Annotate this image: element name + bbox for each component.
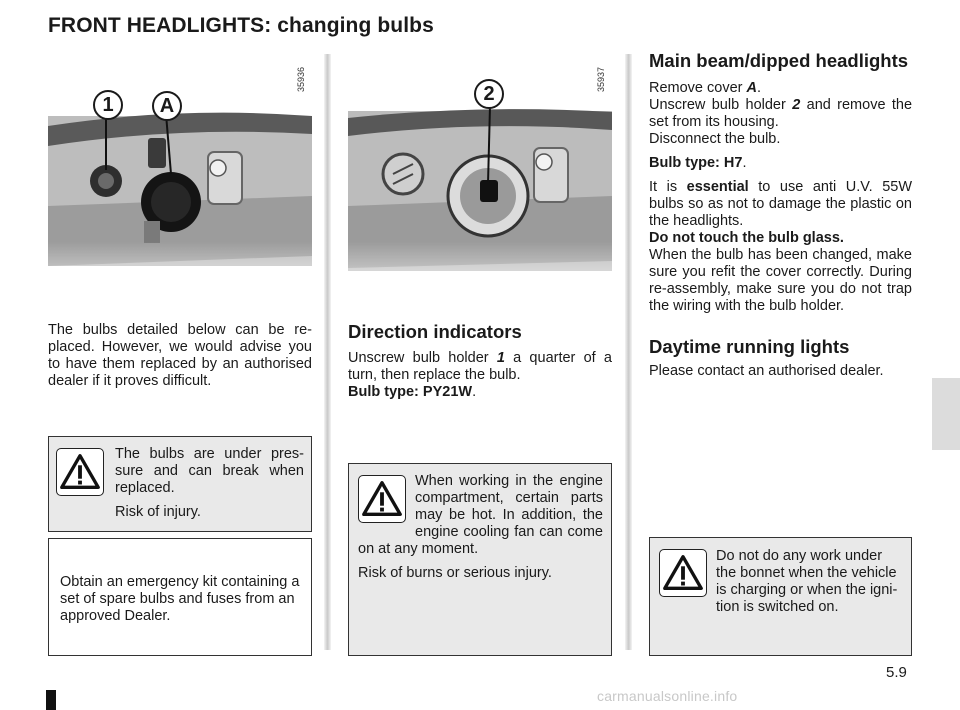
daytime-heading: Daytime running lights (649, 336, 850, 357)
mb-bulb-period: . (742, 155, 747, 171)
di-text-b: a quarter of a turn, then replace the bulb. (348, 350, 612, 383)
di-period: . (472, 384, 477, 400)
mb-line2-b: and remove the set from its housing. (649, 97, 913, 130)
mb-after-change: When the bulb has been changed, make sure you refit the cover correctly. During re-assembly, make sure you do not trap the wiring with the bulb holder. (649, 247, 912, 314)
daytime-text: Please contact an authorised dealer. (649, 363, 884, 379)
warning-triangle-icon (56, 448, 104, 496)
main-beam-heading: Main beam/dipped headlights (649, 50, 909, 71)
corner-mark (46, 690, 56, 710)
watermark: carmanualsonline.info (597, 688, 738, 704)
mb-line3: Disconnect the bulb. (649, 131, 781, 147)
warning-box-pressure (48, 436, 312, 532)
callout-a: A (152, 91, 182, 121)
warning-bonnet-text: Do not do any work under the bonnet when the vehicle is charging or when the igni-tion is switched on. (716, 548, 898, 615)
figure-code-left: 35936 (296, 66, 306, 92)
callout-1: 1 (93, 90, 123, 120)
mb-bulb-type: Bulb type: H7 (649, 155, 743, 171)
chapter-tab (932, 378, 960, 450)
column-divider-left (324, 54, 331, 650)
callout-2: 2 (474, 79, 504, 109)
page-title: FRONT HEADLIGHTS: changing bulbs (48, 14, 434, 37)
direction-indicators-paragraph (348, 350, 612, 401)
mb-line2-ref: 2 (792, 97, 801, 113)
mb-no-touch: Do not touch the bulb glass. (649, 230, 844, 246)
di-bulb-type: Bulb type: PY21W (348, 384, 473, 400)
icon-float-spacer (358, 473, 415, 528)
mb-essential-a: It is (649, 179, 678, 195)
warning-box-engine (348, 463, 612, 656)
warning-engine-line2: Risk of burns or serious injury. (358, 565, 552, 581)
warning-pressure-text (115, 446, 304, 521)
intro-paragraph (48, 322, 312, 390)
headlight-photo-left (48, 56, 312, 314)
warning-box-bonnet (649, 537, 912, 656)
mb-line1-ref: A (746, 80, 757, 96)
page-number: 5.9 (886, 664, 907, 681)
mb-essential-b: to use anti U.V. 55W bulbs so as not to damage the plastic on the headlights. (649, 179, 913, 229)
di-ref: 1 (496, 350, 505, 366)
mb-line1-a: Remove cover (649, 80, 743, 96)
mb-essential-word: essential (686, 179, 749, 195)
warning-pressure-line1: The bulbs are under pres-sure and can break when replaced. (115, 446, 304, 496)
main-beam-body (649, 80, 912, 315)
column-divider-right (625, 54, 632, 650)
warning-engine-line1-text: When working in the engine compartment, certain parts may be hot. In addition, the engine cooling fan can come on at any moment. (358, 473, 603, 557)
mb-line2-a: Unscrew bulb holder (649, 97, 786, 113)
warning-engine-line1 (358, 473, 603, 558)
figure-code-middle: 35937 (596, 66, 606, 92)
mb-line1-b: . (757, 80, 762, 96)
note-box-kit (48, 538, 312, 656)
note-kit-text: Obtain an emergency kit containing a set of spare bulbs and fuses from an approved Dealer. (60, 574, 300, 624)
direction-indicators-heading: Direction indicators (348, 321, 522, 342)
intro-text: The bulbs detailed below can be re-placed. However, we would advise you to have them replaced by an authorised dealer if it proves difficult. (48, 322, 312, 389)
warning-triangle-icon (659, 549, 707, 597)
di-text-a: Unscrew bulb holder (348, 350, 489, 366)
warning-engine-text (358, 473, 603, 582)
warning-pressure-line2: Risk of injury. (115, 504, 201, 520)
